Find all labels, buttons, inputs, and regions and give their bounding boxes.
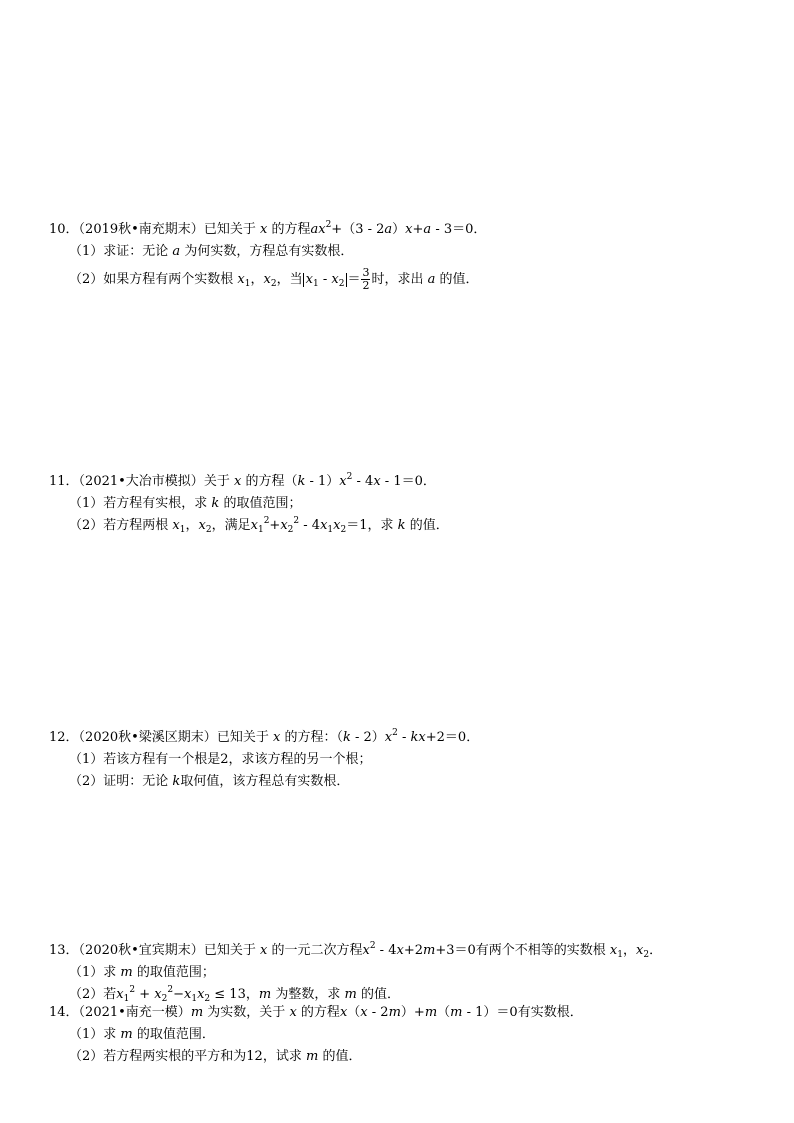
part-text: 的取值范围；: [136, 965, 215, 980]
problem-13-part-1: （1）求 m 的取值范围；: [69, 965, 215, 980]
problem-number: 13．: [49, 943, 79, 958]
problem-number: 12．: [49, 730, 79, 745]
problem-12: [49, 727, 749, 793]
abs-value: $x_1 - x_2$: [303, 273, 348, 287]
part-text: （1）若方程有实根，求: [69, 496, 208, 511]
problem-10: [49, 219, 749, 297]
part-text: 的值．: [439, 272, 479, 287]
problem-13: [49, 940, 749, 1006]
problem-14-part-2: （2）若方程两实根的平方和为12，试求 m 的值．: [69, 1049, 362, 1064]
stem-text: 已知关于: [203, 222, 256, 237]
problem-14-stem: 14．（2021•南充一模）m 为实数，关于 x 的方程x（x - 2m）+m（m - 1）＝0有实数根．: [49, 1005, 583, 1020]
problem-source: （2020秋•宜宾期末）: [78, 943, 204, 958]
problem-11-part-1: （1）若方程有实根，求 k 的取值范围；: [69, 496, 302, 511]
equation: $ax^2+(3 - 2a)x+a - 3=0$．: [310, 220, 487, 237]
part-text: （2）如果方程有两个实数根: [69, 272, 234, 287]
stem-text: 的方程: [271, 222, 311, 237]
problem-14: [49, 1002, 749, 1068]
stem-text: 有两个不相等的实数根: [475, 943, 606, 958]
problem-13-part-2: （2）若$x_1^2 + x_2^2-x_1x_2 \le 13$，m 为整数，求 m 的值．: [69, 985, 400, 1004]
problem-source: （2021•大冶市模拟）: [78, 474, 204, 489]
problem-13-stem: 13．（2020秋•宜宾期末）已知关于 x 的一元二次方程$x^2 - 4x+2m+3=0$有两个不相等的实数根 $x_1$，$x_2$．: [49, 941, 663, 960]
stem-text: 已知关于: [203, 943, 256, 958]
problem-number: 10．: [49, 222, 79, 237]
equation: $k - 2)x^2 - kx+2=0$．: [342, 728, 480, 745]
problem-source: （2019秋•南充期末）: [78, 222, 204, 237]
part-text: （1）求: [69, 965, 117, 980]
part-text: ，: [245, 987, 259, 1002]
problem-11-part-2: （2）若方程两根 $x_1$，$x_2$，满足$x_1^2+x_2^2 - 4x_1x_2=1$，求 k 的值．: [69, 516, 449, 535]
fraction: [361, 267, 370, 292]
equation: x（x - 2m）+m（m - 1）＝0: [339, 1005, 518, 1020]
part-text: 的值．: [360, 987, 400, 1002]
stem-text: 的方程: [300, 1005, 340, 1020]
stem-text: 有实数根．: [517, 1005, 583, 1020]
problem-11-stem: 11．（2021•大冶市模拟）关于 x 的方程$(k - 1)x^2 - 4x - 1=0$．: [49, 472, 436, 489]
problem-11: [49, 471, 749, 537]
part-text: 的值．: [322, 1049, 362, 1064]
part-text: （1）若该方程有一个根是2，求该方程的另一个根；: [69, 752, 372, 767]
part-text: 的取值范围；: [223, 496, 302, 511]
part-text: ，求: [367, 518, 394, 533]
problem-14-part-1: （1）求 m 的取值范围．: [69, 1027, 215, 1042]
stem-text: 为实数，关于: [207, 1005, 286, 1020]
problem-10-part-2: （2）如果方程有两个实数根 $x_1$，$x_2$，当 $x_1 - x_2$ ＝ $\frac{3}{2}$ 时，求出 a 的值．: [69, 266, 479, 292]
part-text: （2）若方程两根: [69, 518, 169, 533]
problem-number: 11．: [49, 474, 79, 489]
problem-12-part-2: （2）证明：无论 k取何值，该方程总有实数根．: [69, 774, 350, 789]
stem-text: 的方程：（: [284, 730, 343, 745]
problem-10-part-1: （1）求证：无论 a 为何实数，方程总有实数根．: [69, 244, 354, 259]
equation: $x^2 - 4x+2m+3=0$: [362, 941, 476, 958]
part-text: 的值．: [409, 518, 449, 533]
part-text: 取何值，该方程总有实数根．: [180, 774, 350, 789]
fraction-numerator: 3: [362, 266, 370, 279]
problem-source: （2020秋•梁溪区期末）: [78, 730, 217, 745]
fraction-denominator: 2: [362, 279, 370, 292]
part-text: ，当: [276, 272, 303, 287]
part-text: （1）求证：无论: [69, 244, 169, 259]
problem-number: 14．: [49, 1005, 79, 1020]
part-text: 为整数，求: [275, 987, 341, 1002]
equation: $x_1^2+x_2^2 - 4x_1x_2=1$: [250, 516, 368, 535]
stem-text: 的一元二次方程: [271, 943, 363, 958]
equation: $k - 1)x^2 - 4x - 1=0$．: [297, 472, 436, 489]
equation: $x_1^2 + x_2^2-x_1x_2 \le 13$: [116, 985, 246, 1004]
part-text: （2）若方程两实根的平方和为12，试求: [69, 1049, 302, 1064]
stem-text: 已知关于: [216, 730, 269, 745]
problem-10-stem: 10．（2019秋•南充期末）已知关于 x 的方程$ax^2+(3 - 2a)x+a - 3=0$．: [49, 220, 487, 237]
problem-source: （2021•南充一模）: [78, 1005, 191, 1020]
part-text: （2）若: [69, 987, 117, 1002]
problem-12-stem: 12．（2020秋•梁溪区期末）已知关于 x 的方程：$(k - 2)x^2 - kx+2=0$．: [49, 728, 480, 745]
part-text: （2）证明：无论: [69, 774, 169, 789]
stem-text: 关于: [203, 474, 230, 489]
stem-text: 的方程（: [245, 474, 298, 489]
part-text: 时，求出: [371, 272, 424, 287]
part-text: 为何实数，方程总有实数根．: [184, 244, 354, 259]
part-text: （1）求: [69, 1027, 117, 1042]
problem-12-part-1: [49, 749, 749, 771]
part-text: ，满足: [211, 518, 251, 533]
part-text: 的取值范围．: [136, 1027, 215, 1042]
